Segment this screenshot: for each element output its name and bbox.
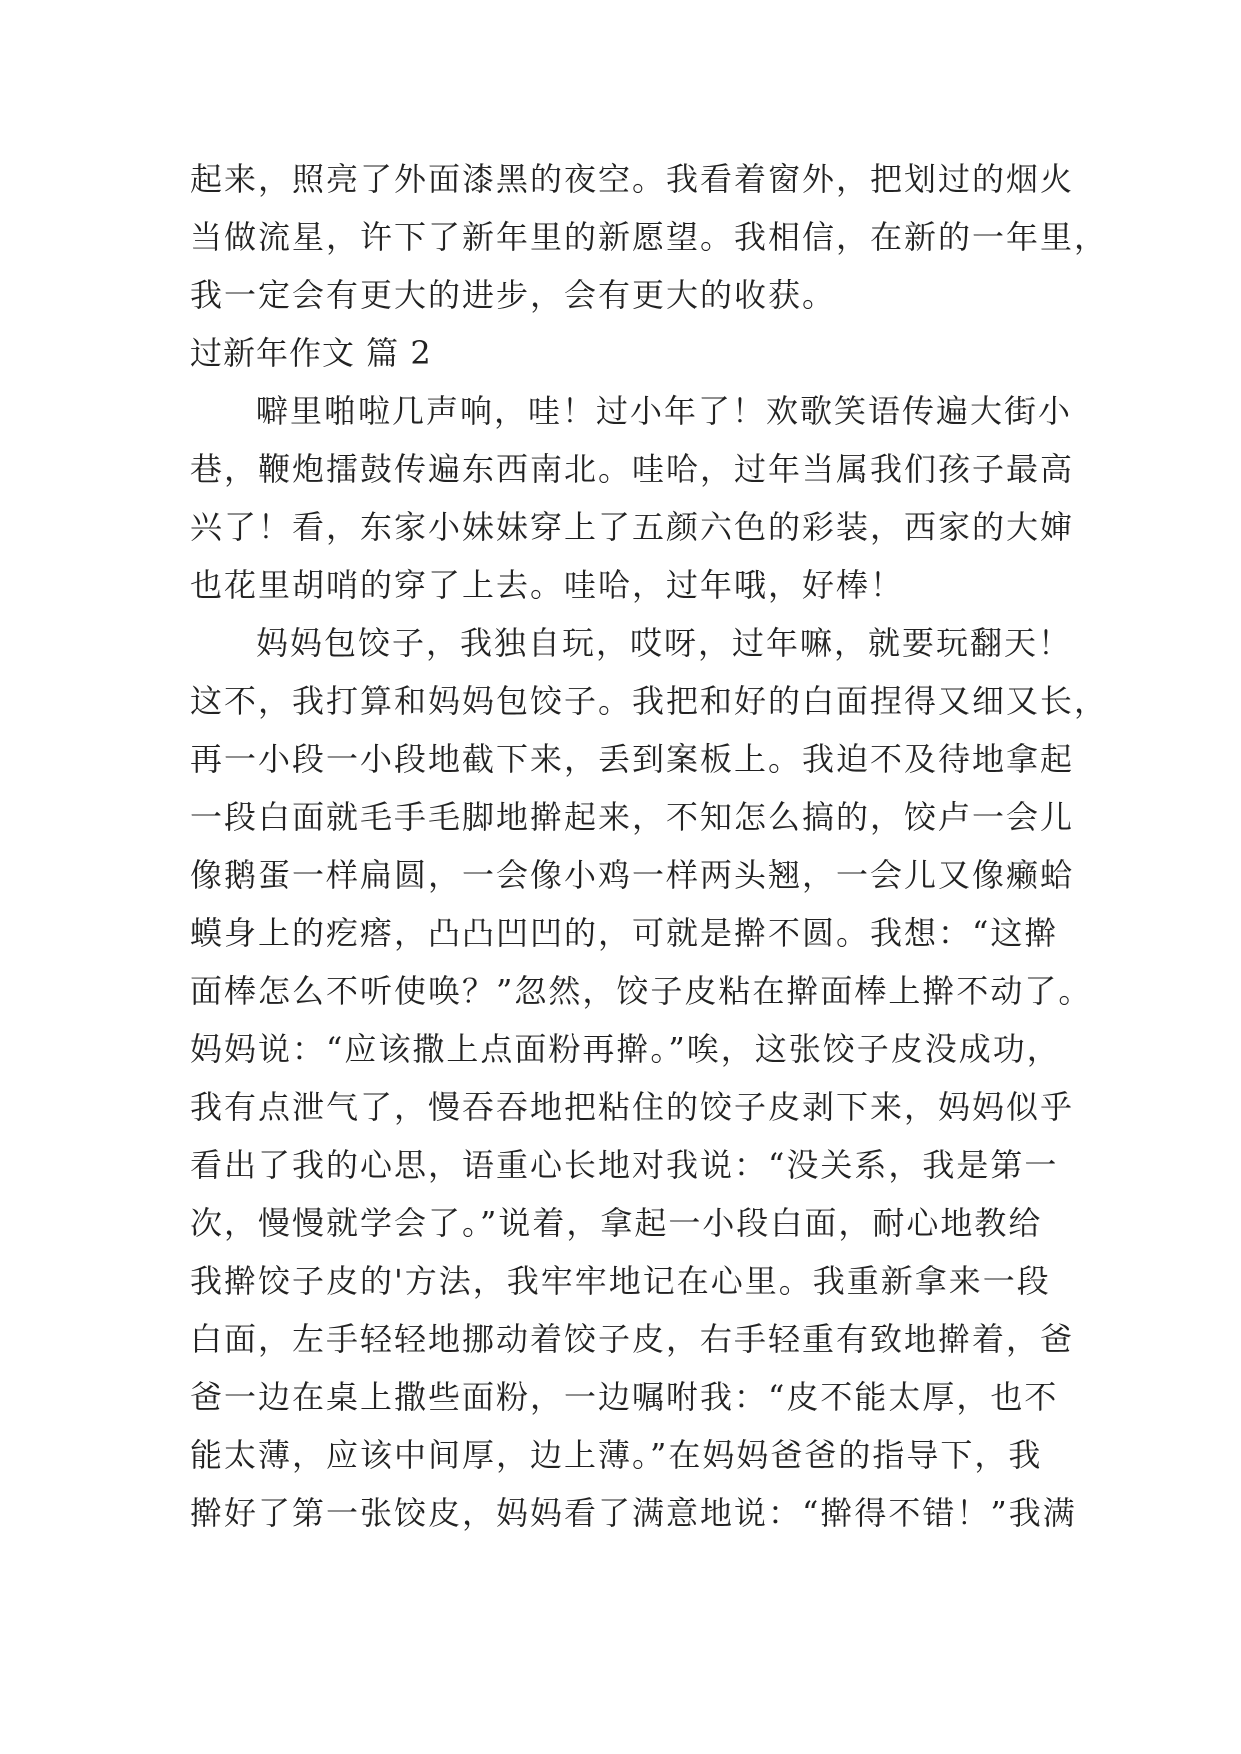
document-body xyxy=(190,150,1109,1542)
text-line: 也花里胡哨的穿了上去。哇哈，过年哦，好棒！ xyxy=(190,566,905,604)
text-line: 当做流星，许下了新年里的新愿望。我相信，在新的一年里， xyxy=(190,218,1109,256)
text-line: 噼里啪啦几声响，哇！过小年了！欢歌笑语传遍大街小 xyxy=(256,392,1073,430)
text-line: 蟆身上的疙瘩，凸凸凹凹的，可就是擀不圆。我想：“这擀 xyxy=(190,914,1059,952)
text-line: 像鹅蛋一样扁圆，一会像小鸡一样两头翘，一会儿又像癞蛤 xyxy=(190,856,1075,894)
text-line: 能太薄，应该中间厚，边上薄。”在妈妈爸爸的指导下，我 xyxy=(190,1436,1043,1474)
text-line: 巷，鞭炮擂鼓传遍东西南北。哇哈，过年当属我们孩子最高 xyxy=(190,450,1075,488)
text-line: 白面，左手轻轻地挪动着饺子皮，右手轻重有致地擀着，爸 xyxy=(190,1320,1075,1358)
text-line: 兴了！看，东家小妹妹穿上了五颜六色的彩装，西家的大婶 xyxy=(190,508,1075,546)
text-line: 妈妈说：“应该撒上点面粉再擀。”唉，这张饺子皮没成功， xyxy=(190,1030,1061,1068)
text-line: 面棒怎么不听使唤？”忽然，饺子皮粘在擀面棒上擀不动了。 xyxy=(190,972,1093,1010)
section-title: 过新年作文 篇 2 xyxy=(190,334,432,372)
text-line: 爸一边在桌上撒些面粉，一边嘱咐我：“皮不能太厚，也不 xyxy=(190,1378,1059,1416)
text-line: 擀好了第一张饺皮，妈妈看了满意地说：“擀得不错！”我满 xyxy=(190,1494,1077,1532)
text-line: 再一小段一小段地截下来，丢到案板上。我迫不及待地拿起 xyxy=(190,740,1075,778)
text-line: 一段白面就毛手毛脚地擀起来，不知怎么搞的，饺卢一会儿 xyxy=(190,798,1075,836)
text-line: 看出了我的心思，语重心长地对我说：“没关系，我是第一 xyxy=(190,1146,1059,1184)
text-line: 次，慢慢就学会了。”说着，拿起一小段白面，耐心地教给 xyxy=(190,1204,1043,1242)
text-line: 妈妈包饺子，我独自玩，哎呀，过年嘛，就要玩翻天！ xyxy=(256,624,1073,662)
text-line: 这不，我打算和妈妈包饺子。我把和好的白面捏得又细又长， xyxy=(190,682,1109,720)
text-line: 我擀饺子皮的'方法，我牢牢地记在心里。我重新拿来一段 xyxy=(190,1262,1051,1300)
text-line: 我有点泄气了，慢吞吞地把粘住的饺子皮剥下来，妈妈似乎 xyxy=(190,1088,1075,1126)
text-line: 起来，照亮了外面漆黑的夜空。我看着窗外，把划过的烟火 xyxy=(190,160,1075,198)
text-line: 我一定会有更大的进步，会有更大的收获。 xyxy=(190,276,837,314)
